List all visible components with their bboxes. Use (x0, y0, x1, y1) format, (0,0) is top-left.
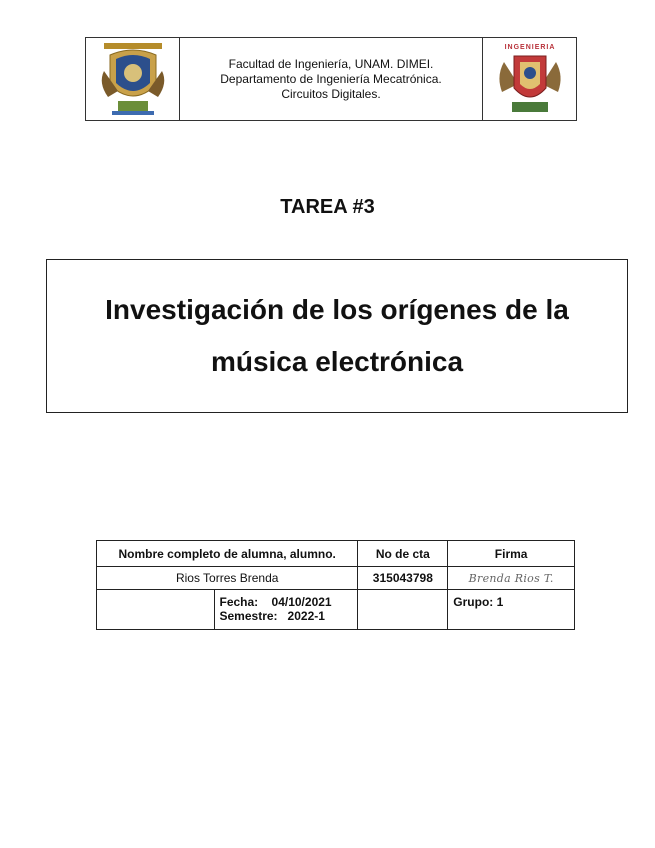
unam-logo-cell (86, 38, 180, 120)
date-semester-cell (214, 590, 358, 630)
assignment-number: TAREA #3 (280, 196, 375, 218)
ingenieria-logo-cell (482, 38, 576, 120)
signature-header: Firma (448, 541, 575, 567)
ingenieria-crest-logo (494, 40, 566, 118)
semester-line (220, 609, 353, 623)
document-title-line-2: música electrónica (210, 346, 464, 377)
document-title-line-1: Investigación de los orígenes de la (105, 294, 569, 325)
student-name: Rios Torres Brenda (97, 567, 358, 590)
table-header-row (97, 541, 575, 567)
group-label: Grupo: (453, 595, 494, 609)
empty-cell (97, 590, 215, 630)
svg-text:INGENIERIA: INGENIERIA (504, 44, 555, 51)
student-signature: Brenda Rios T. (468, 572, 554, 585)
date-value: 04/10/2021 (271, 595, 332, 609)
student-info-table (96, 540, 575, 630)
date-label: Fecha: (219, 595, 259, 609)
group-value: 1 (496, 595, 504, 609)
semester-value: 2022-1 (287, 609, 325, 623)
account-header: No de cta (358, 541, 448, 567)
document-title-box (46, 259, 628, 413)
unam-crest-logo (98, 41, 168, 117)
name-header: Nombre completo de alumna, alumno. (97, 541, 358, 567)
semester-label: Semestre: (219, 609, 278, 623)
course-line: Circuitos Digitales. (281, 86, 381, 101)
date-line (220, 595, 353, 609)
empty-cell (358, 590, 448, 630)
faculty-line: Facultad de Ingeniería, UNAM. DIMEI. (228, 56, 434, 71)
department-line: Departamento de Ingeniería Mecatrónica. (220, 71, 442, 86)
group-cell (448, 590, 575, 630)
student-row (97, 567, 575, 590)
institution-info (180, 38, 482, 120)
account-number: 315043798 (358, 567, 448, 590)
document-header (85, 37, 577, 121)
details-row (97, 590, 575, 630)
